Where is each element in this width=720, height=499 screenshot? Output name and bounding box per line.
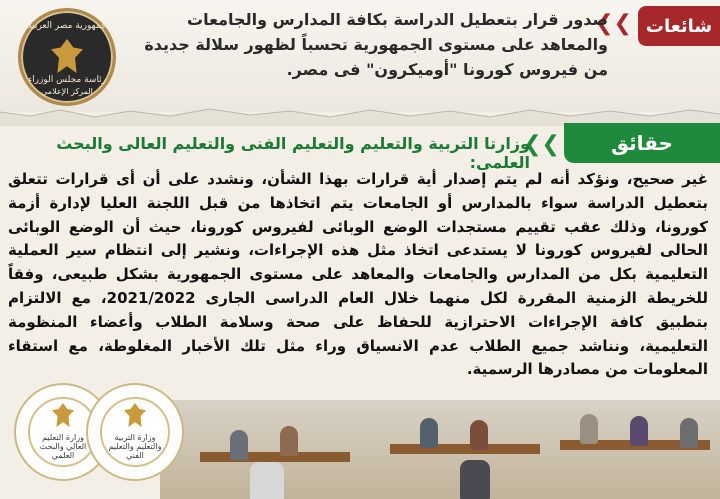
- rumor-tag: شائعات: [638, 6, 720, 46]
- rumor-text: صدور قرار بتعطيل الدراسة بكافة المدارس والجامعات والمعاهد على مستوى الجمهورية تحسباً لظهور سلالة جديدة من فيروس كورونا "أوميكرون" فى مصر.: [144, 10, 608, 79]
- double-chevron-left-icon: ❮❮: [595, 11, 632, 36]
- facts-body: غير صحيح، ونؤكد أنه لم يتم إصدار أية قرارات بهذا الشأن، ونشدد على أن أى قرارات تتعلق بتعطيل الدراسة سواء بالمدارس أو الجامعات يتم اتخاذها من قبل اللجنة العليا لإدارة أزمة كورونا، وذلك عقب تقييم مستجدات الوضع الوبائى لفيروس كورونا، حيث أن الوضع الوبائى الحالى لفيروس كورونا لا يستدعى اتخاذ مثل هذه الإجراءات، ونشير إلى انتظام سير العملية التعليمية بكل من المدارس والجامعات والمعاهد على مستوى الجمهورية بشكل طبيعى، وفقاً للخريطة الزمنية المقررة لكل منهما خلال العام الدراسى الجارى 2021/2022، مع الالتزام بتطبيق كافة الإجراءات الاحترازية للحفاظ على صحة وسلامة الطلاب وأعضاء المنظومة التعليمية، ونناشد جميع الطلاب عدم الانسياق وراء مثل تلك الأخبار المغلوطة، مع استقاء المعلومات من مصادرها الرسمية.: [8, 170, 708, 379]
- logo-line-2: رئاسة مجلس الوزراء: [27, 75, 107, 85]
- double-chevron-left-green-icon: ❮❮: [523, 132, 560, 157]
- logo-caption: وزارة التعليم العالي والبحث العلمي: [39, 433, 87, 460]
- exam-hall-photo: [160, 400, 720, 499]
- logo-caption: وزارة التربية والتعليم والتعليم الفني: [108, 433, 162, 460]
- media-center-logo: [18, 8, 116, 106]
- facts-heading: وزارتا التربية والتعليم والتعليم الفنى والتعليم العالى والبحث العلمى:: [56, 134, 530, 172]
- eagle-emblem-icon: [51, 39, 83, 73]
- education-ministry-logo: [86, 383, 184, 481]
- facts-tag: حقائق: [564, 123, 720, 163]
- logo-line-3: المركز الإعلامي: [41, 87, 93, 96]
- logo-line-1: جمهورية مصر العربية: [27, 21, 107, 31]
